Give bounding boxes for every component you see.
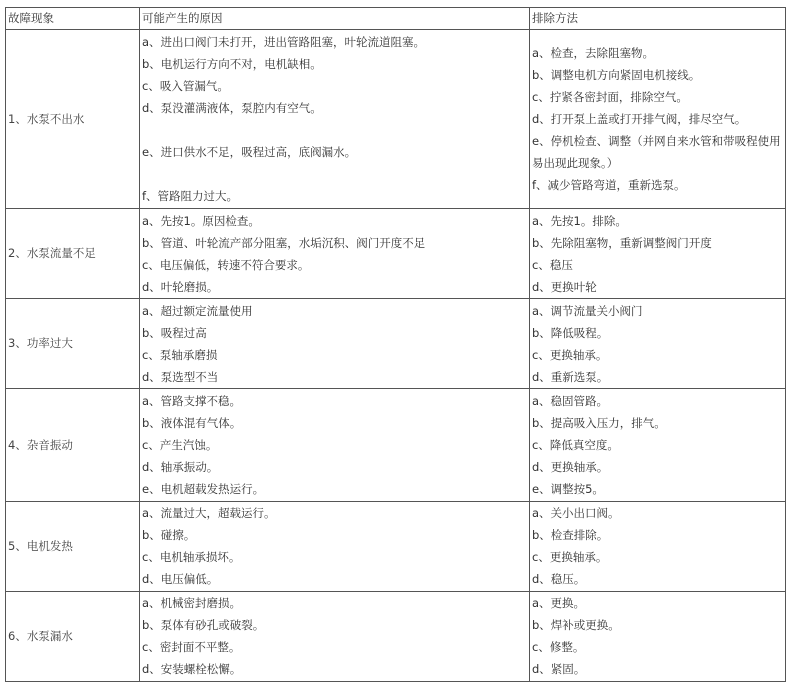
cause-cell — [140, 389, 530, 501]
symptom-cell: 6、水泵漏水 — [6, 591, 140, 681]
cause-item: d、电压偏低。 — [142, 572, 219, 587]
cause-item: c、电压偏低，转速不符合要求。 — [142, 257, 310, 272]
remedy-item: d、重新选泵。 — [532, 369, 609, 384]
remedy-cell — [530, 389, 786, 501]
cause-item: b、管道、叶轮流产部分阻塞，水垢沉积、阀门开度不足 — [142, 235, 426, 250]
symptom-cell: 2、水泵流量不足 — [6, 209, 140, 299]
cause-item: e、进口供水不足，吸程过高，底阀漏水。 — [142, 145, 357, 160]
symptom-cell: 1、水泵不出水 — [6, 30, 140, 209]
remedy-item: a、调节流量关小阀门 — [532, 303, 643, 318]
remedy-item: b、焊补或更换。 — [532, 618, 620, 633]
table-row — [6, 30, 786, 209]
header-symptom: 故障现象 — [6, 8, 140, 30]
cause-item: a、流量过大，超载运行。 — [142, 506, 276, 521]
remedy-item: a、稳固管路。 — [532, 394, 609, 409]
remedy-item: d、更换叶轮 — [532, 279, 597, 294]
remedy-item: d、更换轴承。 — [532, 460, 609, 475]
table-row — [6, 389, 786, 501]
remedy-item: b、提高吸入压力，排气。 — [532, 416, 666, 431]
remedy-item: b、调整电机方向紧固电机接线。 — [532, 68, 701, 83]
cause-item: b、吸程过高 — [142, 325, 207, 340]
remedy-cell — [530, 591, 786, 681]
cause-item: a、进出口阀门未打开，进出管路阻塞，叶轮流道阻塞。 — [142, 35, 426, 50]
table-row — [6, 299, 786, 389]
cause-item: c、泵轴承磨损 — [142, 347, 218, 362]
remedy-item: b、先除阻塞物，重新调整阀门开度 — [532, 235, 712, 250]
table-row — [6, 501, 786, 591]
cause-cell — [140, 501, 530, 591]
remedy-item: c、拧紧各密封面，排除空气。 — [532, 90, 688, 105]
table-row — [6, 209, 786, 299]
header-row — [6, 8, 786, 30]
remedy-item: e、停机检查、调整（并网自来水管和带吸程使用易出现此现象。） — [532, 134, 781, 171]
cause-item: b、电机运行方向不对，电机缺相。 — [142, 57, 322, 72]
remedy-item: c、更换轴承。 — [532, 550, 608, 565]
remedy-item: a、检查，去除阻塞物。 — [532, 46, 655, 61]
remedy-item: f、减少管路弯道，重新选泵。 — [532, 178, 686, 193]
remedy-cell — [530, 30, 786, 209]
remedy-item: b、检查排除。 — [532, 528, 609, 543]
remedy-item: d、打开泵上盖或打开排气阀，排尽空气。 — [532, 112, 747, 127]
cause-item: c、密封面不平整。 — [142, 640, 241, 655]
remedy-item: c、修整。 — [532, 640, 585, 655]
cause-item: f、管路阻力过大。 — [142, 189, 239, 204]
cause-cell — [140, 30, 530, 209]
cause-item: d、泵没灌满液体，泵腔内有空气。 — [142, 101, 322, 116]
remedy-cell — [530, 299, 786, 389]
remedy-cell — [530, 501, 786, 591]
remedy-item: d、紧固。 — [532, 662, 586, 677]
cause-item: c、电机轴承损坏。 — [142, 550, 241, 565]
cause-item: c、产生汽蚀。 — [142, 438, 218, 453]
cause-item: a、机械密封磨损。 — [142, 596, 242, 611]
cause-cell — [140, 591, 530, 681]
remedy-item: a、更换。 — [532, 596, 586, 611]
remedy-item: e、调整按5。 — [532, 482, 604, 497]
cause-item: a、先按1。原因检查。 — [142, 213, 260, 228]
cause-item: b、液体混有气体。 — [142, 416, 242, 431]
remedy-item: c、更换轴承。 — [532, 347, 608, 362]
cause-cell — [140, 209, 530, 299]
cause-item: b、碰擦。 — [142, 528, 196, 543]
header-cause: 可能产生的原因 — [140, 8, 530, 30]
remedy-item: b、降低吸程。 — [532, 325, 609, 340]
cause-item: e、电机超载发热运行。 — [142, 482, 265, 497]
cause-item: d、轴承振动。 — [142, 460, 219, 475]
fault-table — [5, 7, 786, 682]
remedy-item: a、关小出口阀。 — [532, 506, 620, 521]
cause-item: d、安装螺栓松懈。 — [142, 662, 242, 677]
remedy-item: c、降低真空度。 — [532, 438, 619, 453]
header-remedy: 排除方法 — [530, 8, 786, 30]
spacer — [142, 163, 529, 185]
symptom-cell: 4、杂音振动 — [6, 389, 140, 501]
symptom-cell: 3、功率过大 — [6, 299, 140, 389]
remedy-item: a、先按1。排除。 — [532, 213, 627, 228]
cause-item: b、泵体有砂孔或破裂。 — [142, 618, 265, 633]
remedy-item: d、稳压。 — [532, 572, 586, 587]
cause-item: a、超过额定流量使用 — [142, 303, 253, 318]
cause-cell — [140, 299, 530, 389]
cause-item: d、泵选型不当 — [142, 369, 219, 384]
cause-item: d、叶轮磨损。 — [142, 279, 219, 294]
cause-item: a、管路支撑不稳。 — [142, 394, 242, 409]
cause-item: c、吸入管漏气。 — [142, 79, 229, 94]
spacer — [142, 119, 529, 141]
remedy-cell — [530, 209, 786, 299]
symptom-cell: 5、电机发热 — [6, 501, 140, 591]
remedy-item: c、稳压 — [532, 257, 573, 272]
table-row — [6, 591, 786, 681]
